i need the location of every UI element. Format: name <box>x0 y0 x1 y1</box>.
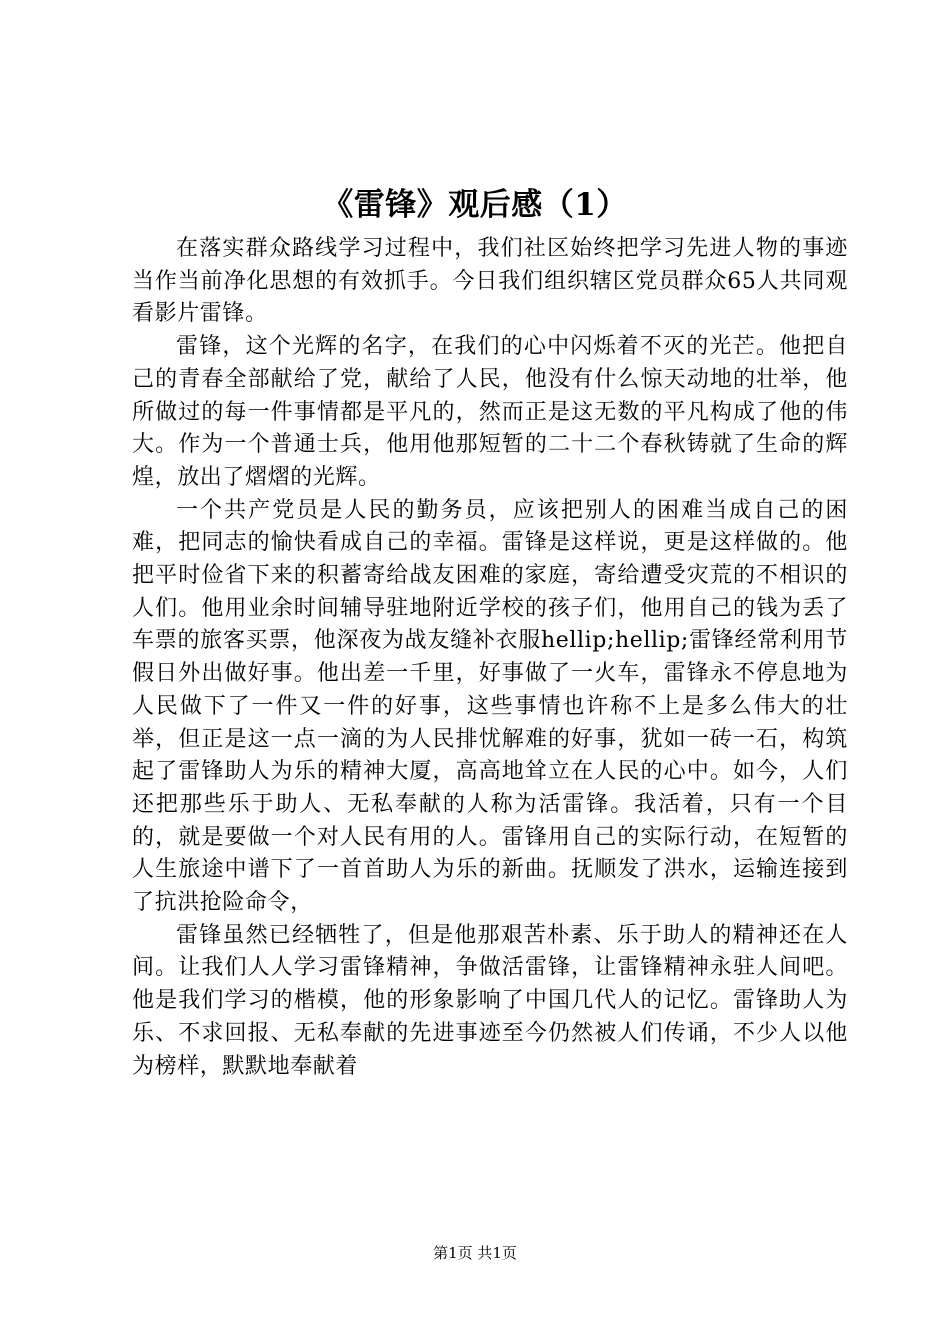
paragraph-3: 一个共产党员是人民的勤务员，应该把别人的困难当成自己的困难，把同志的愉快看成自己的幸福。雷锋是这样说，更是这样做的。他把平时俭省下来的积蓄寄给战友困难的家庭，寄给遭受灾荒的不相识的人们。他用业余时间辅导驻地附近学校的孩子们，他用自己的钱为丢了车票的旅客买票，他深夜为战友缝补衣服hellip;hellip;雷锋经常利用节假日外出做好事。他出差一千里，好事做了一火车，雷锋永不停息地为人民做下了一件又一件的好事，这些事情也许称不上是多么伟大的壮举，但正是这一点一滴的为人民排忧解难的好事，犹如一砖一石，构筑起了雷锋助人为乐的精神大厦，高高地耸立在人民的心中。如今，人们还把那些乐于助人、无私奉献的人称为活雷锋。我活着，只有一个目的，就是要做一个对人民有用的人。雷锋用自己的实际行动，在短暂的人生旅途中谱下了一首首助人为乐的新曲。抚顺发了洪水，运输连接到了抗洪抢险命令， <box>132 497 848 916</box>
document-title: 《雷锋》观后感（1） <box>322 187 628 223</box>
page-footer: 第1页 共1页 <box>433 1244 517 1262</box>
paragraph-1: 在落实群众路线学习过程中，我们社区始终把学习先进人物的事迹当作当前净化思想的有效抓手。今日我们组织辖区党员群众65人共同观看影片雷锋。 <box>132 236 848 327</box>
paragraph-4: 雷锋虽然已经牺牲了，但是他那艰苦朴素、乐于助人的精神还在人间。让我们人人学习雷锋精神，争做活雷锋，让雷锋精神永驻人间吧。他是我们学习的楷模，他的形象影响了中国几代人的记忆。雷锋助人为乐、不求回报、无私奉献的先进事迹至今仍然被人们传诵，不少人以他为榜样，默默地奉献着 <box>132 922 848 1079</box>
paragraph-2: 雷锋，这个光辉的名字，在我们的心中闪烁着不灭的光芒。他把自己的青春全部献给了党，献给了人民，他没有什么惊天动地的壮举，他所做过的每一件事情都是平凡的，然而正是这无数的平凡构成了他的伟大。作为一个普通士兵，他用他那短暂的二十二个春秋铸就了生命的辉煌，放出了熠熠的光辉。 <box>132 334 848 490</box>
document-body <box>132 233 848 1083</box>
